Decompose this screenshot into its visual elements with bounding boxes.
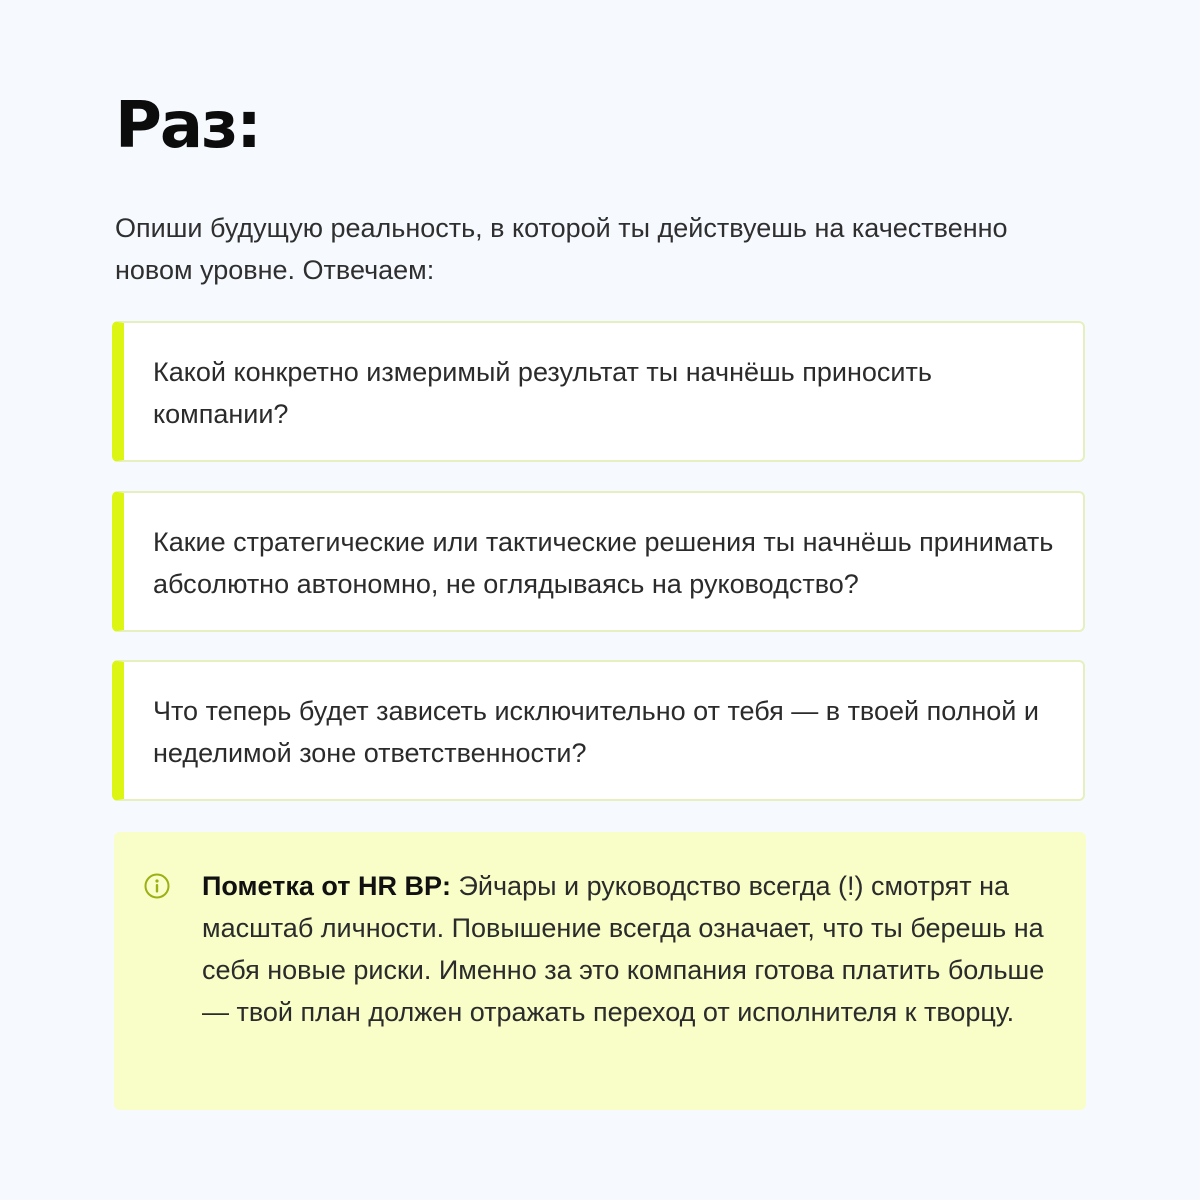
hr-note-callout [114, 832, 1086, 1110]
note-body: Эйчары и руководство всегда (!) смотрят на масштаб личности. Повышение всегда означает, что ты берешь на себя новые риски. Именно за это компания готова платить больше — твой план должен отражать переход от исполнителя к творцу. [202, 871, 1045, 1027]
question-text: Что теперь будет зависеть исключительно от тебя — в твоей полной и неделимой зоне ответственности? [153, 696, 1039, 768]
question-text: Какой конкретно измеримый результат ты начнёшь приносить компании? [153, 357, 932, 429]
intro-text: Опиши будущую реальность, в которой ты действуешь на качественно новом уровне. Отвечаем: [115, 213, 1008, 285]
note-text [202, 865, 1072, 1033]
question-card-responsibility [112, 660, 1085, 801]
page-title: Раз: [115, 89, 260, 163]
note-label: Пометка от HR BP: [202, 871, 451, 901]
info-icon [144, 873, 170, 899]
question-card-decisions [112, 491, 1085, 632]
question-card-result [112, 321, 1085, 462]
question-text: Какие стратегические или тактические решения ты начнёшь принимать абсолютно автономно, не оглядываясь на руководство? [153, 527, 1054, 599]
